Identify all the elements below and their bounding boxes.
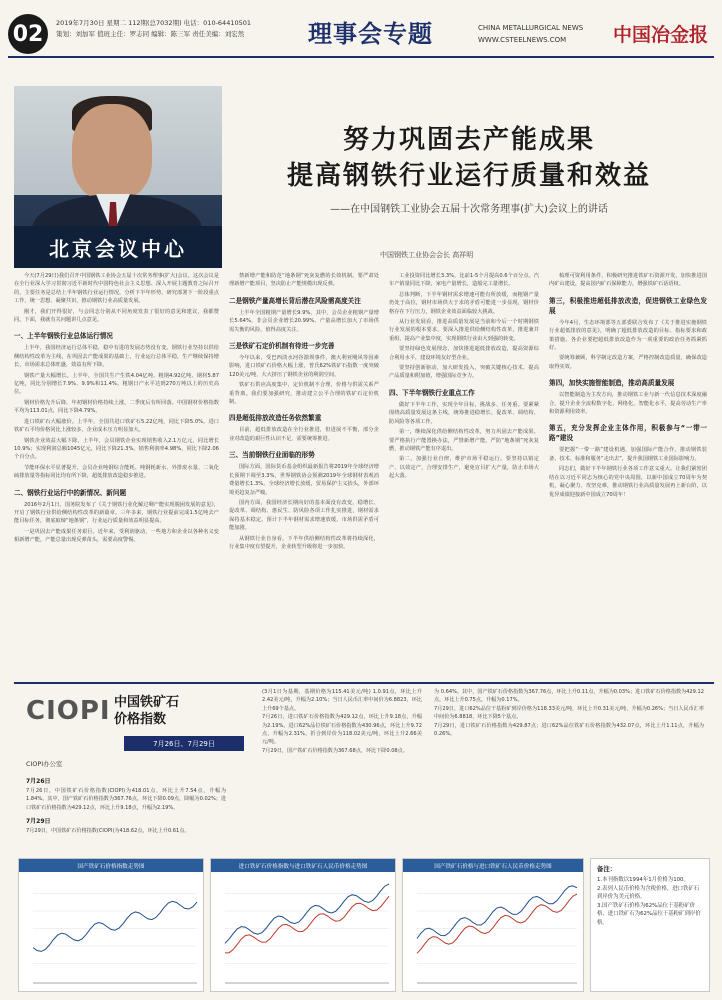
masthead [8, 8, 714, 98]
section-heading: 第三，积极推进超低排放改造，促进钢铁工业绿色发展 [549, 296, 707, 315]
paragraph: 从钢铁行业自身看，下半年供给侧结构性改革将持续深化，行业集中度有望提升，企业转型升级将进一步加快。 [229, 535, 379, 550]
paragraph: 上半年全国粗钢产量增长9.9%，其中，会员企业粗钢产量增长5.64%，非会员企业增长20.99%。产量高增长加大了市场供需失衡的风险，值得高度关注。 [229, 309, 379, 333]
headline-line2: 提高钢铁行业运行质量和效益 [286, 161, 651, 191]
chart-domestic-title: 国产铁矿石价格指数走势图 [19, 859, 203, 872]
byline: 中国钢铁工业协会会长 高祥明 [380, 251, 474, 259]
paragraph: 进口铁矿石大幅涨价。上半年，全国共进口铁矿石5.22亿吨，同比下降5.0%。进口铁矿石平均价格同比上涨较多，企业成本压力明显加大。 [14, 418, 219, 434]
notes-box [590, 858, 710, 992]
headline-line1: 努力巩固去产能成果 [342, 125, 595, 155]
site-info [478, 22, 583, 46]
date-heading: 7月26日 [26, 778, 51, 785]
paragraph: 梳理可资利用条件，积极研究推进铁矿石资源开发，加快推进国内矿山建设，提高国内矿石保障能力，增强铁矿石话语权。 [549, 273, 707, 288]
ciopi-text-right [434, 688, 704, 738]
ciopi-text-left [26, 772, 226, 836]
paragraph: 2016年2月1日，国务院发布了《关于钢铁行业化解过剩产能实现脱困发展的意见》，开启了钢铁行业供给侧结构性改革的新篇章。三年多来，钢铁行业提前完成1.5亿吨去产能目标任务，彻底取缔“地条钢”，行业运行质量和效益明显提高。 [14, 501, 219, 525]
section-heading: 二、钢铁行业运行中的新情况、新问题 [14, 488, 127, 497]
ciopi-title [114, 694, 204, 728]
trend-line [225, 896, 389, 953]
notes-item: 3.国产铁矿石价格为62%品位干基粉矿价格，进口铁矿石为62%品位干基粉矿到岸价格。 [597, 902, 701, 926]
paragraph: 7月26日，进口铁矿石价格指数为429.12点，环比上升9.18点，升幅为2.19%。进口62%品位铁矿石价格指数为430.96点，环比上升9.72点，升幅为2.31%，折合到岸价为118.02美元/吨，环比上升2.66美元/吨。 [262, 714, 422, 746]
section-heading: 第四，加快实施智能制造，推动高质量发展 [549, 379, 675, 388]
paragraph: 7月29日，进口铁矿石价格指数为429.87点；进口62%品位铁矿石价格指数为432.07点，环比上升1.11点，升幅为0.26%。 [434, 722, 704, 738]
date-line: 2019年7月30日 星期二 112期(总7032期) 电话：010-64410501 [56, 19, 252, 27]
section-title: 理事会专题 [308, 19, 433, 48]
trend-line [33, 901, 197, 951]
paragraph: 今天(7月29日)我们召开中国钢铁工业协会五届十次常务理事(扩大)会议。这次会议是在全行业深入学习贯彻习近平新时代中国特色社会主义思想、深入开展主题教育之际召开的，主要任务是总结上半年钢铁行业运行情况，分析下半年形势，研究部署下一阶段重点工作，统一思想、凝聚共识，推动钢铁行业高质量发展。 [14, 273, 219, 305]
paragraph: 要把握“一带一路”建设机遇，加强国际产能合作，推动钢铁装备、技术、标准和服务“走出去”，提升我国钢铁工业国际影响力。 [549, 447, 707, 462]
paragraph: 以智能制造为主攻方向，推动钢铁工业与新一代信息技术深度融合，提升企业全流程数字化、网络化、智能化水平，提高劳动生产率和资源利用效率。 [549, 392, 707, 416]
paragraph: 钢材价格先升后降。年初钢材价格持续上涨，二季度后有所回落。中国钢材价格指数平均为113.01点，同比下降4.79%。 [14, 399, 219, 415]
paragraph: 要坚持绿色发展理念，加快推进超低排放改造，提高资源综合利用水平，建设环境友好型企业。 [389, 346, 539, 361]
editors-line: 策划：刘加军 值班主任：罗志同 编辑：陈三军 责任美编：刘宏然 [56, 30, 245, 38]
section-heading: 一、上半年钢铁行业总体运行情况 [14, 332, 113, 341]
section-heading: 四是超低排放改造任务依然繁重 [229, 414, 322, 423]
notes-item: 2.表列人民币价格为含税价格，进口铁矿石到岸价为美元价格。 [597, 885, 700, 901]
article-column-2 [229, 272, 379, 553]
ciopi-title-line2: 价格指数 [114, 712, 167, 727]
chart-import-title: 进口铁矿石价格指数与进口铁矿石人民币价格走势图 [211, 859, 395, 872]
chart-compare-plot [403, 872, 583, 991]
headline-subtitle: ——在中国钢铁工业协会五届十次常务理事(扩大)会议上的讲话 [330, 204, 608, 215]
photo-face [72, 104, 152, 200]
paragraph: 铁矿石供应高度集中，定价机制不合理，价格与供需关系严重背离。我们要加强研究，推动建立公平合理的铁矿石定价机制。 [229, 382, 379, 406]
paragraph: 第一，继续深化供给侧结构性改革，努力巩固去产能成果。要严格执行产能置换办法，严禁新增产能，严防“地条钢”死灰复燃，推动钢铁产能有序退出。 [389, 429, 539, 452]
masthead-divider [8, 56, 714, 58]
paragraph: 国际方面，国际货币基金组织最新报告将2019年全球经济增长预期下调至3.3%，世界钢铁协会预测2019年全球钢材表观消费量增长1.3%。全球经济增长放缓，贸易保护主义抬头，外部环境更趋复杂严峻。 [229, 464, 379, 496]
paragraph: 钢铁产量大幅增长。上半年，全国共生产生铁4.04亿吨、粗钢4.92亿吨、钢材5.87亿吨，同比分别增长7.9%、9.9%和11.4%。粗钢日产水平达到270万吨以上的历史高位。 [14, 372, 219, 396]
paragraph: (3月1日为基期，基期价格为115.41美元/吨) 1.0.91点，环比上升2.42美元/吨，升幅为2.10%；当日人民币汇率中间价为6.8823，环比上升69个基点。 [262, 689, 422, 712]
paragraph: 目前，超低排放改造在全行业推进，但进展不平衡，部分企业对改造的艰巨性认识不足，需要统筹推进。 [229, 427, 379, 442]
paragraph: 刚才，我们开得很好，与会同志分别从不同角度发表了很好的意见和建议，我都赞同。下面，我就有关问题讲几点意见。 [14, 308, 219, 324]
paragraph: 今年4月，生态环境部等五部委联合发布了《关于推进实施钢铁行业超低排放的意见》，明确了超低排放改造的目标、指标要求和政策措施。各企业要把超低排放改造作为一项重要的政治任务抓紧抓好。 [549, 319, 707, 352]
ciopi-mark: CIOPI [26, 696, 111, 726]
paragraph: 7月29日，国产铁矿石价格指数为367.68点，环比下降0.08点。 [262, 747, 408, 754]
chart-import [210, 858, 396, 992]
paragraph: 7月29日，进口62%品位干基粉矿到岸价格为118.33美元/吨，环比上升0.31美元/吨，升幅为0.26%；当日人民币汇率中间价为6.8818，环比下降5个基点。 [434, 705, 704, 721]
chart-compare-title: 国产铁矿石价格与进口铁矿石人民币价格走势图 [403, 859, 583, 872]
section-heading: 三、当前钢铁行业面临的形势 [229, 451, 315, 460]
paragraph: 节能环保水平显著提升。会员企业吨钢综合能耗、吨钢耗新水、外排废水量、二氧化硫排放量等指标同比均有所下降，超低排放改造稳步推进。 [14, 464, 219, 480]
ciopi-box [14, 682, 714, 994]
paragraph: 做好下半年工作，实现全年目标，挑战多、任务重。要紧紧围绕高质量发展这条主线，统筹推进稳增长、促改革、调结构、防风险等各项工作。 [389, 401, 539, 425]
paragraph: 总体判断，下半年钢材需求增速可能有所放缓，而粗钢产量仍处于高位，钢材市场供大于求的矛盾可能进一步显现，钢材价格存在下行压力，钢铁企业效益面临较大挑战。 [389, 291, 539, 315]
paragraph: 为 0.64%。其中，国产铁矿石价格指数为367.76点，环比上升0.11点，升幅为0.03%；进口铁矿石价格指数为429.12点，环比上升0.75点，升幅为0.17%。 [434, 689, 704, 704]
notes-item: 1.本刊指数以1994年1月价格为100。 [597, 877, 689, 883]
paragraph: 禁新增产能和防范“地条钢”死灰复燃的长效机制。要严肃处理新增产能项目，坚决防止产能规模出现反弹。 [229, 273, 379, 288]
speaker-photo [14, 86, 222, 268]
chart-compare [402, 858, 584, 992]
newspaper-logo: 中国冶金报 [612, 24, 708, 46]
paragraph: 从行业发展看，推进高质量发展是当前和今后一个时期钢铁行业发展的根本要求。要深入推进供给侧结构性改革，推进兼并重组，提高产业集中度，实现钢铁行业由大到强的转变。 [389, 319, 539, 342]
photo-placard: 北京会议中心 [14, 226, 222, 268]
trend-line [417, 894, 577, 953]
site-name: CHINA METALLURGICAL NEWS [478, 24, 584, 32]
paragraph: 钢铁企业效益大幅下降。上半年，会员钢铁企业实现销售收入2.1万亿元，同比增长10.9%；实现利润总额1045亿元，同比下降21.3%。销售利润率4.98%，同比下降2.06个百分点。 [14, 437, 219, 461]
paragraph: 要坚持创新驱动，加大研发投入，突破关键核心技术，提高产品质量和附加值，增强国际竞争力。 [389, 365, 539, 380]
page-number: 02 [8, 14, 48, 54]
ciopi-text-mid [262, 688, 422, 755]
section-heading: 三是铁矿石定价机制有待进一步完善 [229, 342, 335, 351]
article-column-3 [389, 272, 539, 483]
headline [234, 122, 704, 215]
section-heading: 二是钢铁产量高增长背后潜在风险需高度关注 [229, 296, 361, 305]
paragraph: 第二，加强行业自律，维护市场平稳运行。要坚持以销定产、以效定产，合理安排生产，避免盲目扩大产量，防止市场大起大落。 [389, 456, 539, 480]
paragraph: 要统筹兼顾，科学制定改造方案，严格控制改造质量，确保改造取得实效。 [549, 355, 707, 370]
paragraph: 工业投资同比增长3.3%，比前1-5个月提高0.6个百分点。汽车产销量同比下降，家电产量增长，造船完工量增长。 [389, 273, 539, 288]
paragraph: 7月29日，中国铁矿石价格指数(CIOPI)为418.62点，环比上升0.61点。 [26, 828, 190, 835]
paragraph: 国内方面，我国经济长期向好的基本面没有改变，稳增长、促改革、调结构、惠民生、防风险各项工作扎实推进，钢材需求保持基本稳定。预计下半年钢材需求增速放缓，市场供需矛盾可能加剧。 [229, 499, 379, 532]
ciopi-dates: 7月26日、7月29日 [124, 736, 244, 751]
section-heading: 四、下半年钢铁行业重点工作 [389, 388, 475, 397]
paragraph: 一是巩固去产能成果任务艰巨。近年来，受利润驱动，一些地方和企业以各种名义变相新增产能，产能总量出现反弹苗头，需要高度警惕。 [14, 528, 219, 544]
paragraph: 上半年，我国经济运行总体平稳，稳中有进的发展态势没有变。钢铁行业坚持以供给侧结构性改革为主线，在巩固去产能成果的基础上，行业运行总体平稳，生产继续保持增长，市场需求总体旺盛，效益有所下降。 [14, 345, 219, 369]
chart-import-plot [211, 872, 395, 991]
ciopi-office: CIOPI办公室 [26, 760, 63, 768]
chart-domestic-plot [19, 872, 203, 991]
paragraph: 7月26日，中国铁矿石价格指数(CIOPI)为418.01点，环比上升7.54点，升幅为1.84%。其中，国产铁矿石价格指数为367.76点，环比下降0.09点，降幅为0.02%；进口铁矿石价格指数为429.12点，环比上升9.18点，升幅为2.19%。 [26, 788, 226, 811]
paragraph: 同志们，做好下半年钢铁行业各项工作意义重大。让我们紧密团结在以习近平同志为核心的党中央周围，以新中国成立70周年为契机，凝心聚力、攻坚克难，推动钢铁行业高质量发展再上新台阶，以优异成绩迎接新中国成立70周年！ [549, 466, 707, 498]
chart-domestic [18, 858, 204, 992]
notes-title: 备注： [597, 865, 617, 873]
issue-meta [56, 18, 286, 40]
date-heading: 7月29日 [26, 818, 51, 826]
article-column-4 [549, 272, 707, 501]
ciopi-title-line1: 中国铁矿石 [114, 695, 180, 710]
site-url[interactable]: WWW.CSTEELNEWS.COM [478, 36, 567, 44]
paragraph: 今年以来，受巴西淡水河谷溃坝事件、澳大利亚飓风等因素影响，进口铁矿石价格大幅上涨，普氏62%铁矿石指数一度突破120美元/吨，大大挤压了钢铁企业的利润空间。 [229, 355, 379, 378]
section-heading: 第五，充分发挥企业主体作用，积极参与“一带一路”建设 [549, 424, 707, 443]
article-column-1 [14, 272, 219, 547]
